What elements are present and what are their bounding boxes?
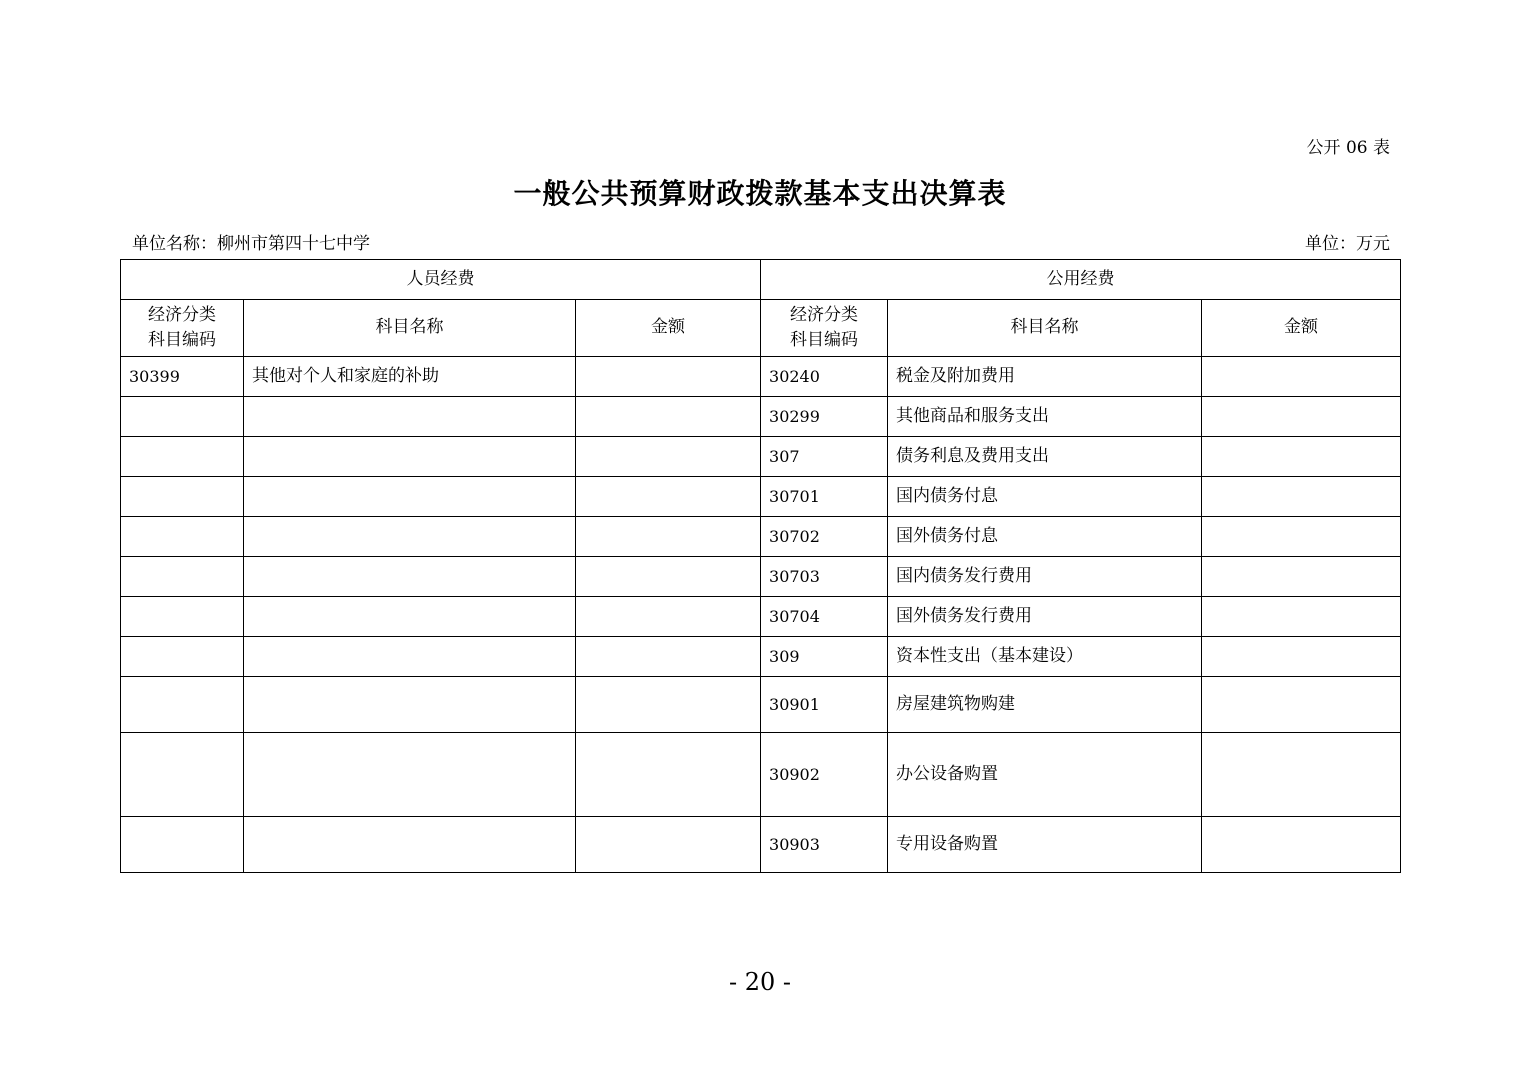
- group-personnel-header: 人员经费: [121, 260, 761, 300]
- personnel-amount-cell: [576, 517, 761, 557]
- page-title: 一般公共预算财政拨款基本支出决算表: [513, 177, 1007, 210]
- public-amount-cell: [1202, 817, 1401, 873]
- personnel-amount-cell: [576, 557, 761, 597]
- table-row: [121, 733, 1401, 817]
- unit-name: 单位名称：柳州市第四十七中学: [132, 234, 370, 254]
- personnel-code-cell: [121, 817, 244, 873]
- expenditure-table: [120, 259, 1401, 873]
- public-name-cell: 国外债务付息: [888, 517, 1202, 557]
- public-code-cell: 30704: [761, 597, 888, 637]
- public-name-cell: 国内债务发行费用: [888, 557, 1202, 597]
- public-code-cell: 30703: [761, 557, 888, 597]
- personnel-code-cell: 30399: [121, 357, 244, 397]
- personnel-code-cell: [121, 637, 244, 677]
- public-code-cell: 30903: [761, 817, 888, 873]
- table-row: [121, 597, 1401, 637]
- col-header-amount: 金额: [576, 300, 761, 357]
- group-public-header: 公用经费: [761, 260, 1401, 300]
- personnel-code-cell: [121, 557, 244, 597]
- unit-measure: 单位：万元: [1305, 234, 1390, 254]
- public-amount-cell: [1202, 557, 1401, 597]
- personnel-amount-cell: [576, 677, 761, 733]
- personnel-amount-cell: [576, 817, 761, 873]
- personnel-name-cell: [244, 397, 576, 437]
- personnel-amount-cell: [576, 637, 761, 677]
- col-header-code-line1: 经济分类: [148, 304, 216, 325]
- table-row: [121, 357, 1401, 397]
- form-number: 公开 06 表: [1306, 138, 1390, 158]
- personnel-name-cell: [244, 733, 576, 817]
- personnel-code-cell: [121, 733, 244, 817]
- col-header-code-line2: 科目编码: [790, 330, 859, 350]
- public-name-cell: 税金及附加费用: [888, 357, 1202, 397]
- table-row: [121, 557, 1401, 597]
- public-name-cell: 资本性支出（基本建设）: [888, 637, 1202, 677]
- personnel-amount-cell: [576, 397, 761, 437]
- col-header-name: 科目名称: [888, 300, 1202, 357]
- public-amount-cell: [1202, 357, 1401, 397]
- personnel-code-cell: [121, 677, 244, 733]
- personnel-code-cell: [121, 597, 244, 637]
- personnel-code-cell: [121, 437, 244, 477]
- public-name-cell: 债务利息及费用支出: [888, 437, 1202, 477]
- public-amount-cell: [1202, 517, 1401, 557]
- personnel-name-cell: [244, 597, 576, 637]
- public-code-cell: 30299: [761, 397, 888, 437]
- col-header-code: [121, 300, 244, 357]
- public-code-cell: 30240: [761, 357, 888, 397]
- public-amount-cell: [1202, 397, 1401, 437]
- col-header-code-line1: 经济分类: [790, 304, 859, 325]
- public-amount-cell: [1202, 733, 1401, 817]
- personnel-name-cell: [244, 517, 576, 557]
- col-header-name: 科目名称: [244, 300, 576, 357]
- public-amount-cell: [1202, 677, 1401, 733]
- col-header-amount: 金额: [1202, 300, 1401, 357]
- personnel-amount-cell: [576, 733, 761, 817]
- table-row: [121, 677, 1401, 733]
- personnel-amount-cell: [576, 477, 761, 517]
- personnel-code-cell: [121, 397, 244, 437]
- public-name-cell: 其他商品和服务支出: [888, 397, 1202, 437]
- public-amount-cell: [1202, 637, 1401, 677]
- table-row: [121, 517, 1401, 557]
- personnel-name-cell: [244, 677, 576, 733]
- public-code-cell: 30901: [761, 677, 888, 733]
- public-code-cell: 309: [761, 637, 888, 677]
- personnel-amount-cell: [576, 597, 761, 637]
- personnel-amount-cell: [576, 357, 761, 397]
- personnel-name-cell: [244, 817, 576, 873]
- personnel-name-cell: [244, 637, 576, 677]
- table-row: [121, 437, 1401, 477]
- public-code-cell: 307: [761, 437, 888, 477]
- public-code-cell: 30701: [761, 477, 888, 517]
- public-name-cell: 专用设备购置: [888, 817, 1202, 873]
- personnel-name-cell: [244, 477, 576, 517]
- table-row: [121, 637, 1401, 677]
- col-header-code: [761, 300, 888, 357]
- public-amount-cell: [1202, 597, 1401, 637]
- col-header-code-line2: 科目编码: [148, 330, 216, 350]
- page-number: - 20 -: [728, 968, 791, 996]
- column-header-row: [121, 300, 1401, 357]
- public-code-cell: 30702: [761, 517, 888, 557]
- public-code-cell: 30902: [761, 733, 888, 817]
- public-name-cell: 办公设备购置: [888, 733, 1202, 817]
- personnel-code-cell: [121, 517, 244, 557]
- public-amount-cell: [1202, 437, 1401, 477]
- personnel-amount-cell: [576, 437, 761, 477]
- public-name-cell: 国外债务发行费用: [888, 597, 1202, 637]
- group-header-row: [121, 260, 1401, 300]
- table-row: [121, 817, 1401, 873]
- personnel-name-cell: [244, 437, 576, 477]
- public-name-cell: 国内债务付息: [888, 477, 1202, 517]
- personnel-name-cell: [244, 557, 576, 597]
- public-amount-cell: [1202, 477, 1401, 517]
- personnel-code-cell: [121, 477, 244, 517]
- table-row: [121, 477, 1401, 517]
- table-row: [121, 397, 1401, 437]
- public-name-cell: 房屋建筑物购建: [888, 677, 1202, 733]
- personnel-name-cell: 其他对个人和家庭的补助: [244, 357, 576, 397]
